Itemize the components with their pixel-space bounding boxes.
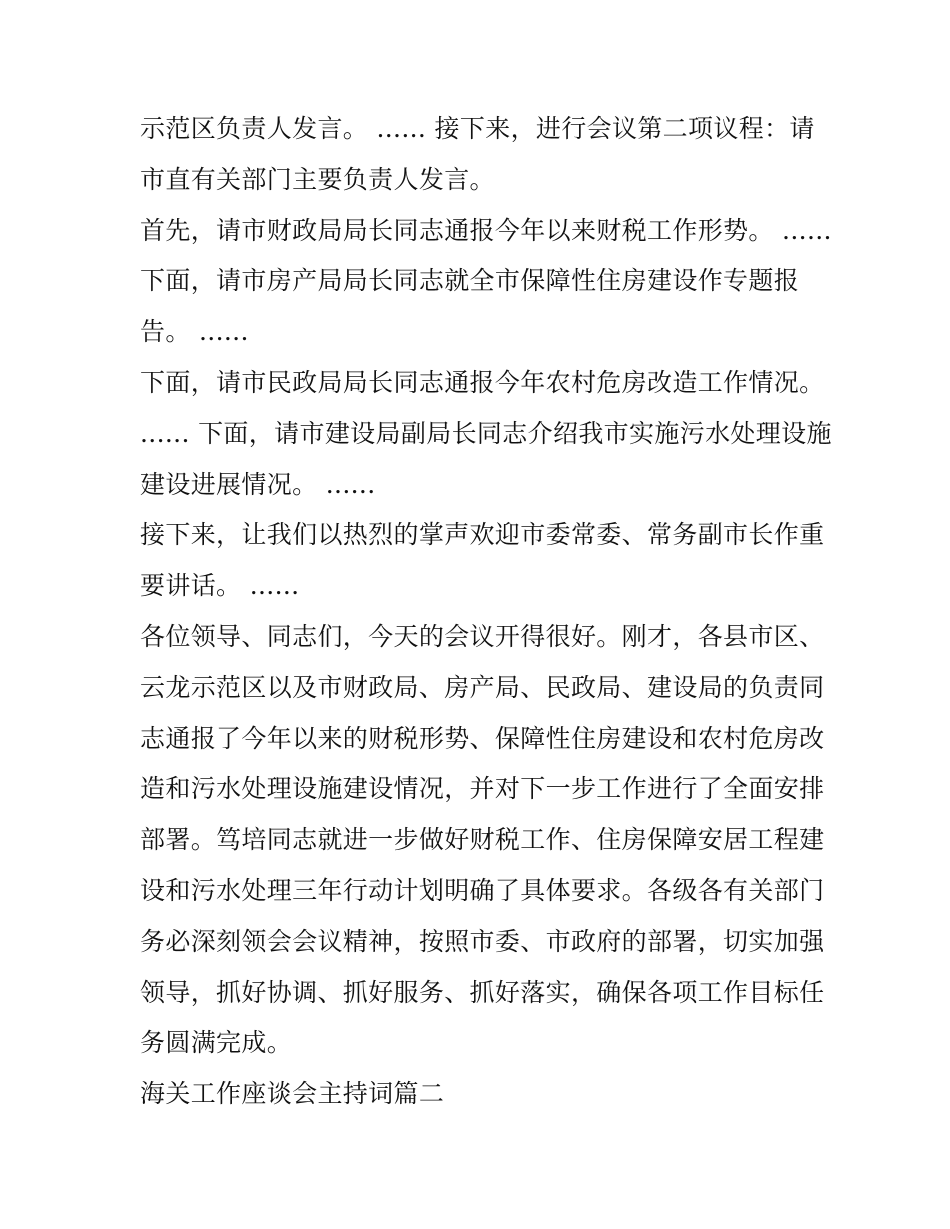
text-line: 志通报了今年以来的财税形势、保障性住房建设和农村危房改 [140, 723, 825, 753]
text-line: 要讲话。 ...... [140, 571, 300, 601]
text-line: 首先，请市财政局局长同志通报今年以来财税工作形势。 ...... [140, 215, 832, 245]
text-line: 下面，请市民政局局长同志通报今年农村危房改造工作情况。 [140, 367, 825, 397]
text-line: 建设进展情况。 ...... [140, 469, 376, 499]
text-line: 下面，请市房产局局长同志就全市保障性住房建设作专题报 [140, 266, 800, 296]
document-body [140, 104, 832, 1120]
section-heading: 海关工作座谈会主持词篇二 [140, 1079, 445, 1109]
text-line: 务必深刻领会会议精神，按照市委、市政府的部署，切实加强 [140, 926, 825, 956]
text-line: 接下来，让我们以热烈的掌声欢迎市委常委、常务副市长作重 [140, 520, 825, 550]
text-line: 告。 ...... [140, 317, 249, 347]
text-line: 示范区负责人发言。 ...... 接下来，进行会议第二项议程：请 [140, 114, 815, 143]
text-line: 造和污水处理设施建设情况，并对下一步工作进行了全面安排 [140, 774, 825, 804]
text-line: 云龙示范区以及市财政局、房产局、民政局、建设局的负责同 [140, 672, 825, 702]
text-line: 各位领导、同志们，今天的会议开得很好。刚才，各县市区、 [140, 621, 825, 651]
text-line: 设和污水处理三年行动计划明确了具体要求。各级各有关部门 [140, 875, 825, 905]
text-line: 领导，抓好协调、抓好服务、抓好落实，确保各项工作目标任 [140, 977, 825, 1007]
text-line: 务圆满完成。 [140, 1028, 293, 1058]
text-line: ...... 下面，请市建设局副局长同志介绍我市实施污水处理设施 [140, 418, 832, 448]
text-line: 市直有关部门主要负责人发言。 [140, 164, 495, 194]
text-line: 部署。笃培同志就进一步做好财税工作、住房保障安居工程建 [140, 825, 825, 855]
